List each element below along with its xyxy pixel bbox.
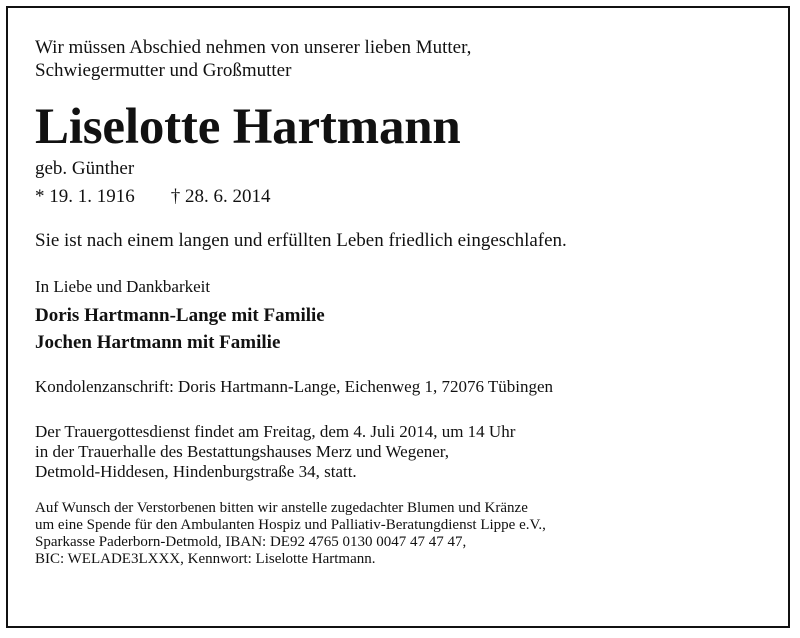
donation-line: Sparkasse Paderborn-Detmold, IBAN: DE92 4765 0130 0047 47 47 47, — [35, 534, 467, 550]
love-line: In Liebe und Dankbarkeit — [35, 277, 211, 296]
family-list — [35, 302, 780, 356]
family-entry: Jochen Hartmann mit Familie — [35, 332, 281, 353]
donation-line: BIC: WELADE3LXXX, Kennwort: Liselotte Hartmann. — [35, 551, 376, 567]
service-line: Detmold-Hiddesen, Hindenburgstraße 34, statt. — [35, 462, 357, 481]
birth-date: * 19. 1. 1916 — [35, 186, 135, 207]
death-date: † 28. 6. 2014 — [170, 186, 271, 207]
intro-line: Schwiegermutter und Großmutter — [35, 60, 292, 81]
family-entry: Doris Hartmann-Lange mit Familie — [35, 305, 325, 326]
deceased-name: Liselotte Hartmann — [35, 99, 461, 155]
service-info — [35, 422, 780, 482]
service-line: Der Trauergottesdienst findet am Freitag, dem 4. Juli 2014, um 14 Uhr — [35, 422, 516, 441]
life-dates — [35, 186, 780, 208]
donation-info — [35, 500, 780, 568]
obituary-notice — [35, 36, 780, 568]
intro-line: Wir müssen Abschied nehmen von unserer lieben Mutter, — [35, 37, 472, 58]
condolence-address: Kondolenzanschrift: Doris Hartmann-Lange, Eichenweg 1, 72076 Tübingen — [35, 377, 554, 396]
service-line: in der Trauerhalle des Bestattungshauses Merz und Wegener, — [35, 442, 450, 461]
donation-line: Auf Wunsch der Verstorbenen bitten wir anstelle zugedachter Blumen und Kränze — [35, 500, 528, 516]
born-name: geb. Günther — [35, 158, 135, 179]
memorial-phrase: Sie ist nach einem langen und erfüllten Leben friedlich eingeschlafen. — [35, 230, 567, 251]
donation-line: um eine Spende für den Ambulanten Hospiz und Palliativ-Beratungdienst Lippe e.V., — [35, 517, 546, 533]
intro-text — [35, 36, 780, 82]
